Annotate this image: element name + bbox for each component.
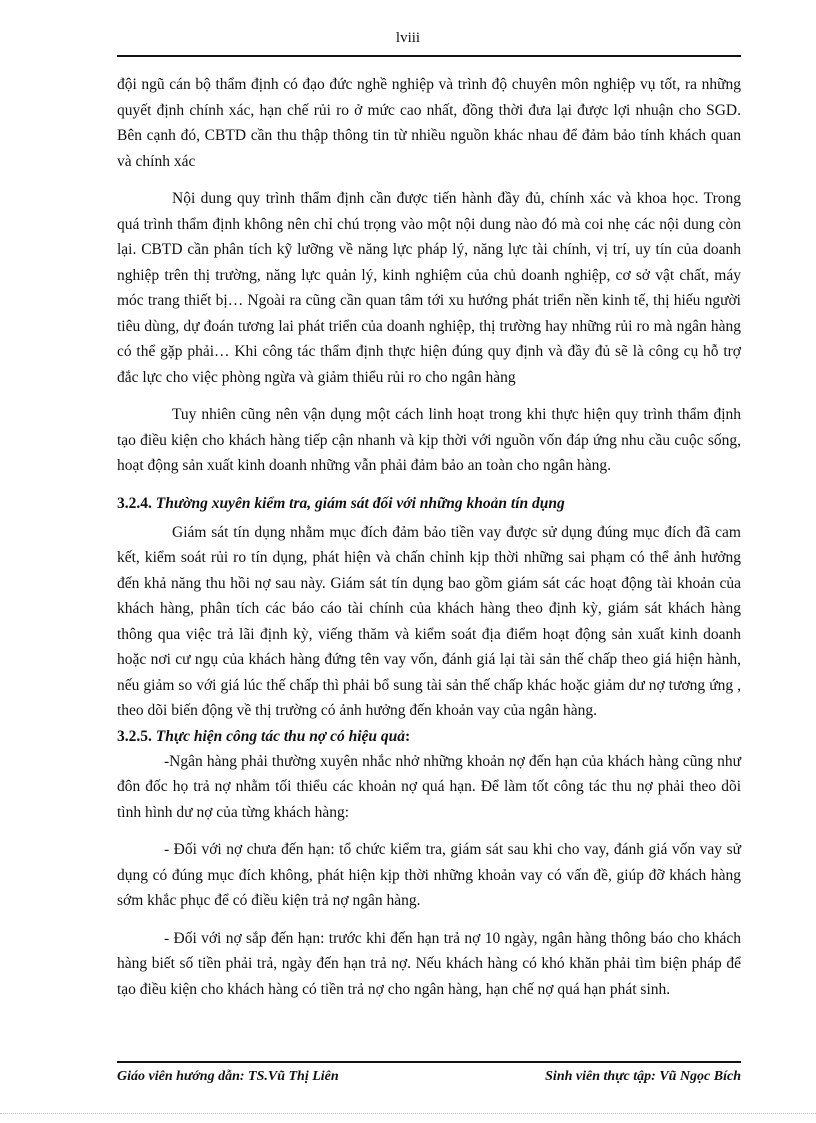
- paragraph-debt-reminder: -Ngân hàng phải thường xuyên nhắc nhở những khoản nợ đến hạn của khách hàng cũng như đôn đốc họ trả nợ nhằm tối thiểu các khoản nợ quá hạn. Để làm tốt công tác thu nợ phải theo dõi tình hình dư nợ của từng khách hàng:: [117, 752, 741, 821]
- paragraph-debt-almost-due: - Đối với nợ sắp đến hạn: trước khi đến hạn trả nợ 10 ngày, ngân hàng thông báo cho khách hàng biết số tiền phải trả, ngày đến hạn trả nợ. Nếu khách hàng có khó khăn phải tìm biện pháp để tạo điều kiện cho khách hàng có tiền trả nợ cho ngân hàng, hạn chế nợ quá hạn phát sinh.: [117, 929, 741, 998]
- paragraph-flexible-application: Tuy nhiên cũng nên vận dụng một cách linh hoạt trong khi thực hiện quy trình thẩm định tạo điều kiện cho khách hàng tiếp cận nhanh và kịp thời với nguồn vốn đáp ứng nhu cầu cuộc sống, hoạt động sản xuất kinh doanh những vẫn phải đảm bảo an toàn cho ngân hàng.: [117, 406, 741, 474]
- paragraph-credit-monitoring: Giám sát tín dụng nhằm mục đích đảm bảo tiền vay được sử dụng đúng mục đích đã cam kết, kiểm soát rủi ro tín dụng, phát hiện và chấn chỉnh kịp thời những sai phạm có thể ảnh hưởng đến khả năng thu hồi nợ sau này. Giám sát tín dụng bao gồm giám sát các hoạt động tài khoản của khách hàng, phân tích các báo cáo tài chính của khách hàng theo định kỳ, giám sát khách hàng thông qua việc trả lãi định kỳ, viếng thăm và kiểm soát địa điểm hoạt động sản xuất kinh doanh hoặc nơi cư ngụ của khách hàng đứng tên vay vốn, đánh giá lại tài sản thế chấp theo giá hiện hành, nếu giảm so với giá lúc thế chấp thì phải bổ sung tài sản thế chấp khác hoặc giảm dư nợ tương ứng , theo dõi biến động về thị trường có ảnh hưởng đến khoản vay của ngân hàng.: [117, 523, 741, 719]
- page-bottom-edge: [0, 1113, 816, 1114]
- section-number: 3.2.4.: [117, 494, 152, 512]
- page-number: lviii: [395, 30, 421, 46]
- page-body: [117, 72, 741, 1014]
- section-heading-3-2-4: [117, 491, 741, 516]
- footer-supervisor: Giáo viên hướng dẫn: TS.Vũ Thị Liên: [117, 1069, 339, 1084]
- footer-student: Sinh viên thực tập: Vũ Ngọc Bích: [545, 1069, 741, 1084]
- section-title-colon: :: [405, 727, 411, 745]
- header-rule: [117, 55, 741, 57]
- section-title: Thường xuyên kiểm tra, giám sát đối với những khoản tín dụng: [155, 494, 565, 512]
- section-title: Thực hiện công tác thu nợ có hiệu quả: [155, 727, 406, 745]
- section-heading-3-2-5: [117, 724, 741, 749]
- section-number: 3.2.5.: [117, 727, 152, 745]
- paragraph-appraisal-content: Nội dung quy trình thẩm định cần được tiến hành đầy đủ, chính xác và khoa học. Trong quá trình thẩm định không nên chỉ chú trọng vào một nội dung nào đó mà coi nhẹ các nội dung còn lại. CBTD cần phân tích kỹ lưỡng về năng lực pháp lý, năng lực tài chính, vị trí, uy tín của doanh nghiệp trên thị trường, năng lực quản lý, kinh nghiệm của chủ doanh nghiệp, cơ sở vật chất, máy móc trang thiết bị… Ngoài ra cũng cần quan tâm tới xu hướng phát triển nền kinh tế, thị hiếu người tiêu dùng, dự đoán tương lai phát triển của doanh nghiệp, thị trường hay những rủi ro mà ngân hàng có thể gặp phải… Khi công tác thẩm định thực hiện đúng quy định và đầy đủ sẽ là công cụ hỗ trợ đắc lực cho việc phòng ngừa và giảm thiểu rủi ro cho ngân hàng: [117, 190, 741, 386]
- page-footer: [117, 1069, 741, 1085]
- paragraph-appraisal-staff: đội ngũ cán bộ thẩm định có đạo đức nghề nghiệp và trình độ chuyên môn nghiệp vụ tốt, ra những quyết định chính xác, hạn chế rủi ro ở mức cao nhất, đồng thời đưa lại được lợi nhuận cho SGD. Bên cạnh đó, CBTD cần thu thập thông tin từ nhiều nguồn khác nhau để đảm bảo tính khách quan và chính xác: [117, 76, 741, 170]
- footer-rule: [117, 1061, 741, 1063]
- paragraph-debt-not-due: - Đối với nợ chưa đến hạn: tổ chức kiểm tra, giám sát sau khi cho vay, đánh giá vốn vay sử dụng có đúng mục đích không, phát hiện kịp thời những khoản vay có vấn đề, giúp đỡ khách hàng sớm khắc phục để có điều kiện trả nợ ngân hàng.: [117, 841, 741, 909]
